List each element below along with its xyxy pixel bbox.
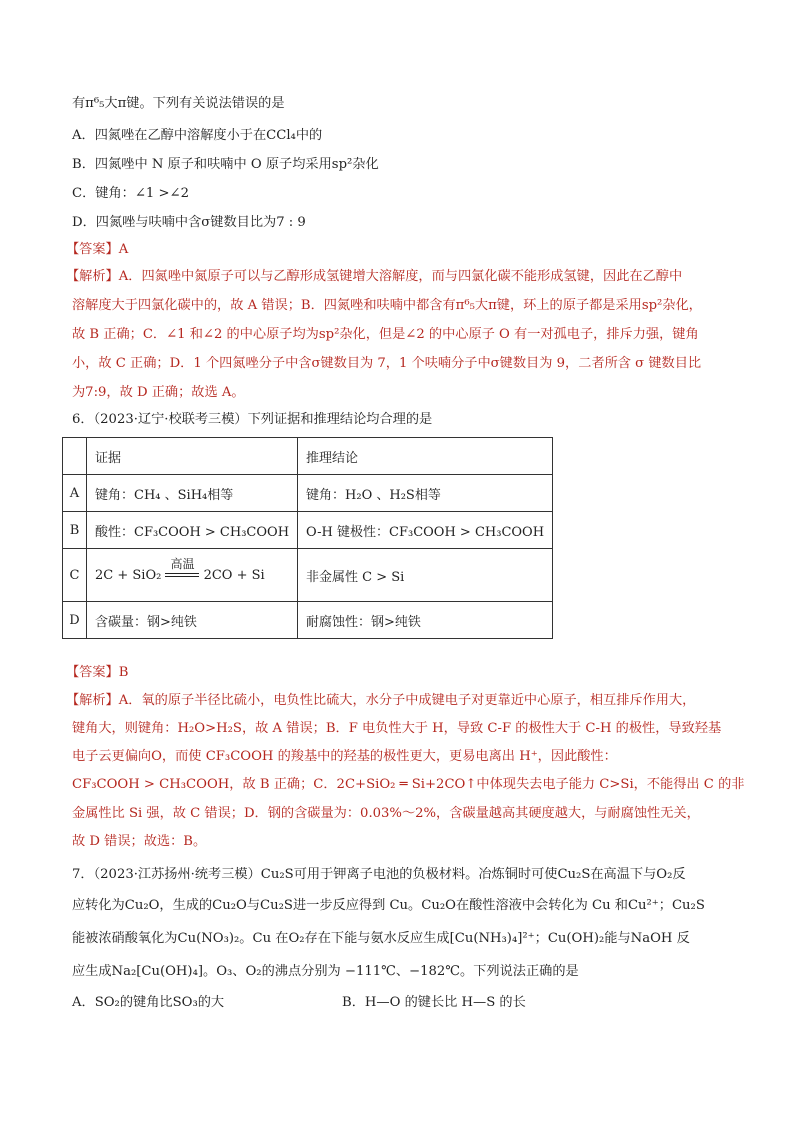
q7-stem-line-1: 7．（2023·江苏扬州·统考三模）Cu₂S可用于钾离子电池的负极材料。冶炼铜时可使Cu₂S在高温下与O₂反	[72, 867, 686, 882]
row-evidence: 键角：CH₄ 、SiH₄相等	[87, 475, 298, 512]
q5-analysis-line-5: 为7:9，故 D 正确；故选 A。	[72, 385, 245, 400]
q6-stem: 6．（2023·辽宁·校联考三模）下列证据和推理结论均合理的是	[72, 412, 433, 427]
analysis-tag: 【解析】	[66, 693, 119, 708]
q7-option-a: A．SO₂的键角比SO₃的大	[72, 995, 225, 1010]
equation-condition: 高温	[170, 557, 195, 571]
q5-intro: 有π⁶₅大π键。下列有关说法错误的是	[72, 96, 285, 111]
row-key: C	[63, 549, 87, 602]
row-conclusion: 耐腐蚀性：钢>纯铁	[298, 602, 553, 639]
table-header-conclusion: 推理结论	[298, 438, 553, 475]
answer-value: B	[118, 665, 129, 680]
q6-analysis-line-4: CF₃COOH > CH₃COOH，故 B 正确；C．2C+SiO₂ ═ Si+2CO↑中体现失去电子能力 C>Si，不能得出 C 的非	[72, 777, 745, 792]
evidence-table	[62, 437, 553, 639]
q7-stem-line-4: 应生成Na₂[Cu(OH)₄]。O₃、O₂的沸点分别为 −111℃、−182℃。下列说法正确的是	[72, 964, 579, 979]
answer-tag: 【答案】	[66, 665, 119, 680]
q5-analysis-line-4: 小，故 C 正确；D．1 个四氮唑分子中含σ键数目为 7，1 个呋喃分子中σ键数目为 9，二者所含 σ 键数目比	[72, 356, 702, 371]
q5-option-a: A．四氮唑在乙醇中溶解度小于在CCl₄中的	[72, 128, 323, 143]
table-row	[63, 602, 553, 639]
q5-option-d: D．四氮唑与呋喃中含σ键数目比为7 : 9	[72, 215, 306, 230]
row-conclusion: 键角：H₂O 、H₂S相等	[298, 475, 553, 512]
q6-analysis-line-6: 故 D 错误；故选：B。	[72, 834, 207, 849]
q6-analysis-line-1: 【解析】A．氧的原子半径比硫小，电负性比硫大，水分子中成键电子对更靠近中心原子，相互排斥作用大，	[66, 693, 696, 708]
q5-option-c: C．键角：∠1 >∠2	[72, 186, 189, 201]
q5-analysis-line-2: 溶解度大于四氯化碳中的，故 A 错误；B．四氮唑和呋喃中都含有π⁶₅大π键，环上的原子都是采用sp²杂化，	[72, 298, 702, 313]
row-key: B	[63, 512, 87, 549]
row-evidence-equation	[87, 549, 298, 602]
table-header-row	[63, 438, 553, 475]
q6-analysis-line-3: 电子云更偏向O，而使 CF₃COOH 的羧基中的羟基的极性更大，更易电离出 H⁺，因此酸性：	[72, 749, 617, 764]
q5-analysis-line-1: 【解析】A．四氮唑中氮原子可以与乙醇形成氢键增大溶解度，而与四氯化碳不能形成氢键，因此在乙醇中	[66, 269, 683, 284]
analysis-tag: 【解析】	[66, 269, 119, 284]
q7-option-b: B．H—O 的键长比 H—S 的长	[342, 995, 526, 1010]
equation-left: 2C + SiO₂	[95, 567, 162, 583]
q6-answer	[66, 664, 128, 682]
row-evidence: 酸性：CF₃COOH > CH₃COOH	[87, 512, 298, 549]
row-evidence: 含碳量：钢>纯铁	[87, 602, 298, 639]
table-row	[63, 549, 553, 602]
q6-analysis-line-2: 键角大，则键角：H₂O>H₂S，故 A 错误；B．F 电负性大于 H，导致 C-F 的极性大于 C-H 的极性，导致羟基	[72, 721, 722, 736]
q6-analysis-line-5: 金属性比 Si 强，故 C 错误；D．钢的含碳量为：0.03%～2%，含碳量越高其硬度越大，与耐腐蚀性无关，	[72, 806, 700, 821]
row-conclusion: 非金属性 C > Si	[298, 549, 553, 602]
table-row	[63, 512, 553, 549]
answer-value: A	[118, 242, 129, 257]
q5-analysis-line-3: 故 B 正确；C．∠1 和∠2 的中心原子均为sp²杂化，但是∠2 的中心原子 O 有一对孤电子，排斥力强，键角	[72, 327, 699, 342]
row-conclusion: O-H 键极性：CF₃COOH > CH₃COOH	[298, 512, 553, 549]
table-header-key	[63, 438, 87, 475]
equation-right: 2CO + Si	[203, 567, 265, 583]
row-key: A	[63, 475, 87, 512]
q5-answer	[66, 241, 128, 259]
table-row	[63, 475, 553, 512]
q7-stem-line-3: 能被浓硝酸氧化为Cu(NO₃)₂。Cu 在O₂存在下能与氨水反应生成[Cu(NH₃)₄]²⁺；Cu(OH)₂能与NaOH 反	[72, 931, 690, 946]
row-key: D	[63, 602, 87, 639]
table-header-evidence: 证据	[87, 438, 298, 475]
equation-arrow	[165, 557, 199, 577]
answer-tag: 【答案】	[66, 242, 119, 257]
q5-option-b: B．四氮唑中 N 原子和呋喃中 O 原子均采用sp²杂化	[72, 157, 379, 172]
q7-stem-line-2: 应转化为Cu₂O，生成的Cu₂O与Cu₂S进一步反应得到 Cu。Cu₂O在酸性溶液中会转化为 Cu 和Cu²⁺；Cu₂S	[72, 898, 705, 913]
